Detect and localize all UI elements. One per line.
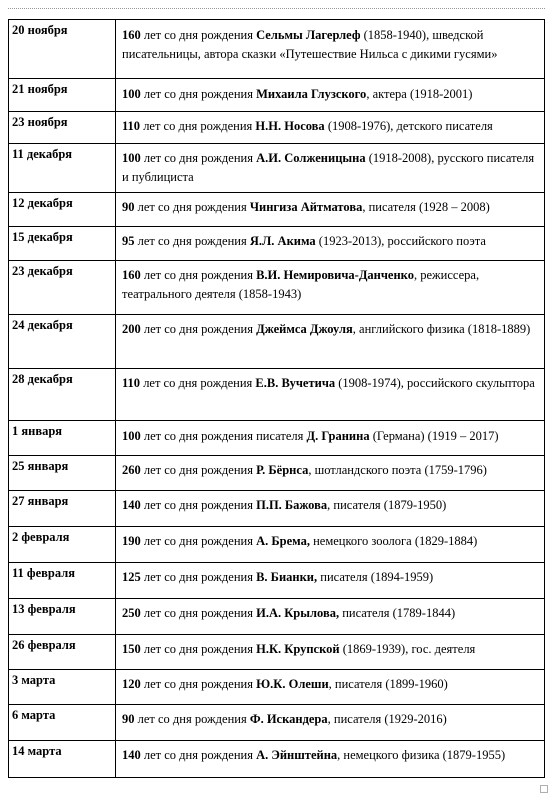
event-cell	[116, 599, 545, 635]
event-text-part: лет со дня рождения	[140, 151, 257, 165]
event-cell	[116, 79, 545, 112]
date-cell: 28 декабря	[9, 369, 116, 421]
table-row	[9, 193, 545, 227]
event-text-part: лет со дня рождения	[140, 322, 257, 336]
date-cell: 3 марта	[9, 670, 116, 705]
date-cell: 2 февраля	[9, 527, 116, 563]
event-text-bold: 120	[122, 677, 141, 691]
date-cell: 20 ноября	[9, 20, 116, 79]
event-text-bold: 160	[122, 268, 141, 282]
anniversary-table-container	[8, 19, 545, 778]
event-text-bold: П.П. Бажова	[256, 498, 328, 512]
event-text-part: , писателя (1879-1950)	[327, 498, 447, 512]
event-text-part: лет со дня рождения	[140, 119, 256, 133]
table-row	[9, 635, 545, 670]
event-text-part: лет со дня рождения	[140, 268, 257, 282]
table-row	[9, 456, 545, 491]
table-row	[9, 369, 545, 421]
event-text-bold: 100	[122, 429, 141, 443]
event-text-part: лет со дня рождения	[140, 87, 257, 101]
event-text-part: (1918-2008), русского писателя и публициста	[122, 151, 535, 184]
event-text-part: лет со дня рождения	[140, 677, 257, 691]
table-row	[9, 599, 545, 635]
event-text-bold: 200	[122, 322, 141, 336]
table-row	[9, 227, 545, 261]
event-text-part: , английского физика (1818-1889)	[352, 322, 531, 336]
event-text-bold: 250	[122, 606, 141, 620]
date-cell: 24 декабря	[9, 315, 116, 369]
event-text	[122, 421, 538, 446]
event-text-part: лет со дня рождения	[140, 606, 257, 620]
event-text-bold: А.И. Солженицына	[256, 151, 366, 165]
date-cell: 23 ноября	[9, 112, 116, 144]
event-text	[122, 705, 538, 729]
event-cell	[116, 193, 545, 227]
event-cell	[116, 112, 545, 144]
date-cell: 1 января	[9, 421, 116, 456]
event-text	[122, 144, 538, 187]
event-text-part: лет со дня рождения	[134, 234, 250, 248]
event-text-part: (1908-1974), российского скульптора	[335, 376, 535, 390]
date-cell: 25 января	[9, 456, 116, 491]
event-text-bold: 125	[122, 570, 141, 584]
date-cell: 23 декабря	[9, 261, 116, 315]
table-row	[9, 421, 545, 456]
event-cell	[116, 705, 545, 741]
event-text-bold: В.И. Немировича-Данченко	[256, 268, 414, 282]
event-text-part: лет со дня рождения	[140, 642, 257, 656]
table-row	[9, 315, 545, 369]
event-text-bold: Е.В. Вучетича	[255, 376, 336, 390]
event-text	[122, 315, 538, 339]
event-text-part: , шотландского поэта (1759-1796)	[308, 463, 487, 477]
event-text-part: писателя (1894-1959)	[317, 570, 434, 584]
event-text-bold: 150	[122, 642, 141, 656]
table-row	[9, 79, 545, 112]
event-text	[122, 20, 538, 64]
event-text-bold: 110	[122, 376, 141, 390]
event-text-part: лет со дня рождения	[140, 570, 257, 584]
event-text-bold: Н.Н. Носова	[255, 119, 325, 133]
event-text-bold: Н.К. Крупской	[256, 642, 340, 656]
event-text	[122, 369, 538, 393]
event-text	[122, 741, 538, 765]
event-text-part: писателя (1789-1844)	[339, 606, 456, 620]
event-text-bold: 260	[122, 463, 141, 477]
event-cell	[116, 315, 545, 369]
top-divider	[8, 8, 545, 9]
event-text-bold: Д. Гранина	[306, 429, 370, 443]
event-text	[122, 563, 538, 587]
table-row	[9, 563, 545, 599]
event-text-bold: 190	[122, 534, 141, 548]
event-cell	[116, 635, 545, 670]
event-text-bold: 140	[122, 748, 141, 762]
event-text-part: лет со дня рождения писателя	[140, 429, 307, 443]
event-text-part: лет со дня рождения	[140, 498, 257, 512]
date-cell: 14 марта	[9, 741, 116, 778]
event-text-bold: 95	[122, 234, 135, 248]
event-text-part: лет со дня рождения	[140, 748, 257, 762]
event-text-bold: Сельмы Лагерлеф	[256, 28, 361, 42]
event-text-bold: Джеймса Джоуля	[256, 322, 353, 336]
table-row	[9, 491, 545, 527]
table-row	[9, 741, 545, 778]
event-text-bold: Я.Л. Акима	[249, 234, 316, 248]
date-cell: 21 ноября	[9, 79, 116, 112]
event-text-bold: Михаила Глузского	[256, 87, 367, 101]
event-text-bold: В. Бианки,	[256, 570, 318, 584]
table-body	[9, 20, 545, 778]
event-text-bold: Чингиза Айтматова	[249, 200, 363, 214]
event-text-bold: 140	[122, 498, 141, 512]
event-text	[122, 456, 538, 480]
event-text-part: немецкого зоолога (1829-1884)	[309, 534, 478, 548]
date-cell: 27 января	[9, 491, 116, 527]
event-cell	[116, 227, 545, 261]
date-cell: 11 декабря	[9, 144, 116, 193]
event-text-part: (1908-1976), детского писателя	[324, 119, 493, 133]
event-text-part: , режиссера, театрального деятеля (1858-1943)	[122, 268, 480, 301]
event-text-part: , писателя (1899-1960)	[328, 677, 448, 691]
event-text-part: лет со дня рождения	[140, 463, 257, 477]
event-text-bold: Ю.К. Олеши	[256, 677, 329, 691]
event-text-bold: И.А. Крылова,	[256, 606, 340, 620]
event-text	[122, 261, 538, 304]
event-text-bold: А. Эйнштейна	[256, 748, 338, 762]
event-text-bold: 100	[122, 87, 141, 101]
event-text-part: , писателя (1929-2016)	[327, 712, 447, 726]
event-text	[122, 491, 538, 515]
event-text-bold: А. Брема,	[256, 534, 310, 548]
event-text-part: (1923-2013), российского поэта	[315, 234, 486, 248]
table-row	[9, 670, 545, 705]
event-text-part: лет со дня рождения	[140, 28, 257, 42]
event-cell	[116, 261, 545, 315]
event-cell	[116, 456, 545, 491]
event-text-part: , немецкого физика (1879-1955)	[337, 748, 506, 762]
date-cell: 12 декабря	[9, 193, 116, 227]
event-text-part: лет со дня рождения	[140, 534, 257, 548]
event-cell	[116, 527, 545, 563]
table-row	[9, 705, 545, 741]
table-row	[9, 144, 545, 193]
table-row	[9, 112, 545, 144]
date-cell: 6 марта	[9, 705, 116, 741]
table-row	[9, 527, 545, 563]
event-text-bold: 100	[122, 151, 141, 165]
event-text	[122, 635, 538, 659]
event-text	[122, 112, 538, 136]
event-text-part: (1869-1939), гос. деятеля	[339, 642, 476, 656]
event-text	[122, 79, 538, 104]
date-cell: 15 декабря	[9, 227, 116, 261]
event-text-bold: Ф. Искандера	[249, 712, 328, 726]
event-text-part: (1858-1940), шведской писательницы, автора сказки «Путешествие Нильса с дикими гусями»	[122, 28, 498, 61]
event-text-bold: 110	[122, 119, 141, 133]
event-text	[122, 670, 538, 694]
event-text-bold: Р. Бёрнса	[256, 463, 309, 477]
date-cell: 11 февраля	[9, 563, 116, 599]
event-cell	[116, 421, 545, 456]
event-text-part: (Германа) (1919 – 2017)	[369, 429, 499, 443]
event-text	[122, 227, 538, 251]
event-text-bold: 90	[122, 712, 135, 726]
anniversary-table	[8, 19, 545, 778]
event-text-part: лет со дня рождения	[140, 376, 256, 390]
event-cell	[116, 20, 545, 79]
event-text	[122, 599, 538, 623]
event-cell	[116, 144, 545, 193]
event-cell	[116, 741, 545, 778]
event-text-part: , писателя (1928 – 2008)	[362, 200, 490, 214]
table-row	[9, 20, 545, 79]
event-text-part: лет со дня рождения	[134, 200, 250, 214]
event-text-bold: 90	[122, 200, 135, 214]
date-cell: 13 февраля	[9, 599, 116, 635]
date-cell: 26 февраля	[9, 635, 116, 670]
event-text	[122, 527, 538, 551]
event-cell	[116, 563, 545, 599]
event-cell	[116, 670, 545, 705]
event-cell	[116, 369, 545, 421]
event-cell	[116, 491, 545, 527]
event-text-bold: 160	[122, 28, 141, 42]
event-text-part: , актера (1918-2001)	[366, 87, 473, 101]
event-text	[122, 193, 538, 217]
table-row	[9, 261, 545, 315]
event-text-part: лет со дня рождения	[134, 712, 250, 726]
